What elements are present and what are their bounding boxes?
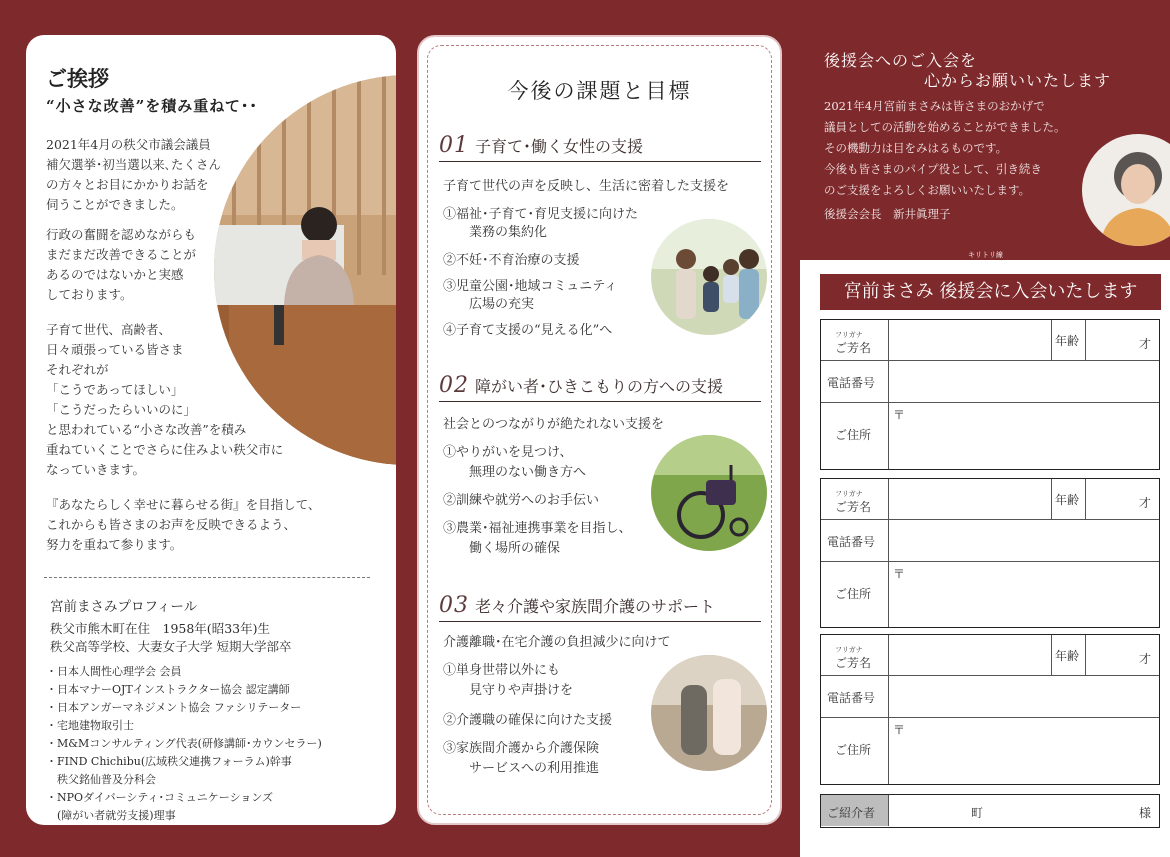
section-item: ③児童公園･地域コミュニティ (443, 279, 618, 294)
profile-item: 秩父銘仙普及分科会 (46, 773, 156, 786)
profile-item: ・日本マナーOJTインストラクター協会 認定講師 (46, 683, 290, 696)
family-photo (651, 219, 767, 335)
support-signature: 後援会会長 新井眞理子 (824, 207, 951, 221)
section-item: ④子育て支援の“見える化”へ (443, 323, 613, 338)
age-label: 年齢 (1055, 649, 1080, 663)
section-item: 見守りや声掛けを (443, 683, 574, 698)
greeting-line: それぞれが (46, 362, 109, 377)
section-underline (439, 621, 761, 622)
greeting-title: ご挨拶 (46, 66, 109, 91)
section-item: 広場の充実 (443, 297, 535, 312)
section-item: ③農業･福祉連携事業を目指し、 (443, 521, 632, 536)
section-underline (439, 161, 761, 162)
name-input[interactable] (889, 320, 1051, 360)
age-input[interactable] (1086, 320, 1136, 360)
address-input[interactable] (889, 561, 1159, 627)
form-entry-3 (820, 634, 1160, 785)
greeting-line: と思われている“小さな改善”を積み (46, 422, 247, 437)
postal-mark: 〒 (893, 567, 906, 581)
age-unit: 才 (1139, 652, 1152, 666)
greeting-line: 補欠選挙･初当選以来､たくさん (46, 157, 222, 172)
section-01-title (439, 133, 643, 158)
address-label: ご住所 (835, 428, 872, 442)
form-entry-2 (820, 478, 1160, 628)
greeting-line: の方々とお目にかかりお話を (46, 177, 209, 192)
section-item: ②介護職の確保に向けた支援 (443, 713, 613, 728)
profile-item: ・FIND Chichibu(広域秩父連携フォーラム)幹事 (46, 755, 292, 768)
profile-item: ・日本アンガーマネジメント協会 ファシリテーター (46, 701, 302, 714)
section-num: 02 (439, 373, 469, 398)
phone-input[interactable] (889, 675, 1159, 717)
greeting-line: まだまだ改善できることが (46, 247, 197, 262)
profile-item: ・日本人間性心理学会 会員 (46, 665, 182, 678)
furigana-label: フリガナ (835, 331, 863, 339)
greeting-line: 2021年4月の秩父市議会議員 (46, 137, 211, 152)
greeting-line: 重ねていくことでさらに住みよい秩父市に (46, 442, 284, 457)
greeting-line: 伺うことができました。 (46, 197, 184, 212)
greeting-subtitle: “小さな改善”を積み重ねて･･ (46, 97, 258, 115)
section-lead: 社会とのつながりが絶たれない支援を (443, 417, 665, 432)
support-body-line: その機動力は目をみはるものです。 (824, 141, 1008, 155)
section-item: ①単身世帯以外にも (443, 663, 561, 678)
furigana-label: フリガナ (835, 490, 863, 498)
greeting-line: 日々頑張っている皆さま (46, 342, 184, 357)
age-label: 年齢 (1055, 493, 1080, 507)
support-heading-1: 後援会へのご入会を (824, 51, 978, 70)
profile-item: ・M&Mコンサルティング代表(研修講師･カウンセラー) (46, 737, 322, 750)
address-label: ご住所 (835, 743, 872, 757)
greeting-line: しております。 (46, 287, 133, 302)
section-item: 働く場所の確保 (443, 541, 561, 556)
form-divider (1051, 635, 1052, 675)
greeting-line: 行政の奮闘を認めながらも (46, 227, 197, 242)
section-title-text: 子育て･働く女性の支援 (475, 137, 644, 156)
referrer-label: ご紹介者 (827, 806, 876, 820)
greeting-line: 「こうだったらいいのに」 (46, 402, 197, 417)
greeting-line: 努力を重ねて参ります。 (46, 537, 183, 552)
address-label: ご住所 (835, 587, 872, 601)
form-title: 宮前まさみ 後援会に入会いたします (820, 274, 1161, 310)
age-unit: 才 (1139, 337, 1152, 351)
caregiving-photo (651, 655, 767, 771)
section-title-text: 障がい者･ひきこもりの方への支援 (475, 377, 724, 396)
greeting-panel (26, 35, 396, 825)
age-label: 年齢 (1055, 334, 1080, 348)
goals-panel (417, 35, 782, 825)
greeting-line: これからも皆さまのお声を反映できるよう、 (46, 517, 297, 532)
form-divider (1051, 479, 1052, 519)
furigana-label: フリガナ (835, 646, 863, 654)
referrer-input[interactable] (889, 795, 1159, 826)
sama-label: 様 (1139, 806, 1152, 820)
address-input[interactable] (889, 402, 1159, 468)
section-item: ②訓練や就労へのお手伝い (443, 493, 600, 508)
phone-label: 電話番号 (827, 691, 876, 705)
membership-form (800, 260, 1170, 857)
profile-line: 秩父高等学校、大妻女子大学 短期大学部卒 (50, 639, 292, 654)
phone-label: 電話番号 (827, 376, 876, 390)
profile-item: ・宅地建物取引士 (46, 719, 134, 732)
name-input[interactable] (889, 479, 1051, 519)
greeting-line: 『あなたらしく幸せに暮らせる街』を目指して、 (46, 497, 321, 512)
cut-line-label: キリトリ線 (968, 251, 1003, 259)
speech-photo (214, 75, 396, 465)
greeting-line: 「こうであってほしい」 (46, 382, 184, 397)
town-label: 町 (971, 806, 984, 820)
address-input[interactable] (889, 717, 1159, 783)
age-unit: 才 (1139, 496, 1152, 510)
profile-item: (障がい者就労支援)理事 (46, 809, 176, 822)
wheelchair-photo (651, 435, 767, 551)
support-body-line: のご支援をよろしくお願いいたします。 (824, 183, 1031, 197)
name-label: ご芳名 (835, 341, 872, 355)
section-lead: 子育て世代の声を反映し、生活に密着した支援を (443, 179, 730, 194)
greeting-line: なっていきます。 (46, 462, 146, 477)
section-underline (439, 401, 761, 402)
age-input[interactable] (1086, 635, 1136, 675)
section-item: ①やりがいを見つけ、 (443, 445, 573, 460)
support-body-line: 2021年4月宮前まさみは皆さまのおかげで (824, 99, 1045, 113)
phone-label: 電話番号 (827, 535, 876, 549)
support-body-line: 議員としての活動を始めることができました。 (824, 120, 1066, 134)
name-input[interactable] (889, 635, 1051, 675)
form-divider (1051, 320, 1052, 360)
support-heading-2: 心からお願いいたします (924, 71, 1112, 90)
goals-title: 今後の課題と目標 (507, 79, 692, 103)
support-message (800, 0, 1170, 259)
age-input[interactable] (1086, 479, 1136, 519)
name-label: ご芳名 (835, 656, 872, 670)
support-body-line: 今後も皆さまのパイプ役として、引き続き (824, 162, 1042, 176)
name-label: ご芳名 (835, 500, 872, 514)
greeting-line: あるのではないかと実感 (46, 267, 184, 282)
section-num: 01 (439, 133, 469, 158)
section-item: 無理のない働き方へ (443, 465, 587, 480)
profile-line: 秩父市熊木町在住 1958年(昭33年)生 (50, 621, 270, 636)
section-item: ②不妊･不育治療の支援 (443, 253, 580, 268)
section-03-title (439, 593, 715, 618)
section-item: ③家族間介護から介護保険 (443, 741, 600, 756)
section-item: サービスへの利用推進 (443, 761, 600, 776)
phone-input[interactable] (889, 519, 1159, 561)
chairwoman-photo (1082, 134, 1170, 246)
section-item: 業務の集約化 (443, 225, 548, 240)
postal-mark: 〒 (893, 408, 906, 422)
profile-title: 宮前まさみプロフィール (50, 599, 198, 615)
section-title-text: 老々介護や家族間介護のサポート (475, 597, 716, 616)
section-num: 03 (439, 593, 469, 618)
phone-input[interactable] (889, 360, 1159, 402)
referrer-row (820, 794, 1160, 828)
section-02-title (439, 373, 723, 398)
form-entry-1 (820, 319, 1160, 470)
profile-item: ・NPOダイバーシティ･コミュニケーションズ (46, 791, 274, 804)
section-item: ①福祉･子育て･育児支援に向けた (443, 207, 639, 222)
postal-mark: 〒 (893, 723, 906, 737)
profile-divider (44, 577, 370, 578)
greeting-line: 子育て世代、高齢者、 (46, 322, 172, 337)
section-lead: 介護離職･在宅介護の負担減少に向けて (443, 635, 671, 650)
